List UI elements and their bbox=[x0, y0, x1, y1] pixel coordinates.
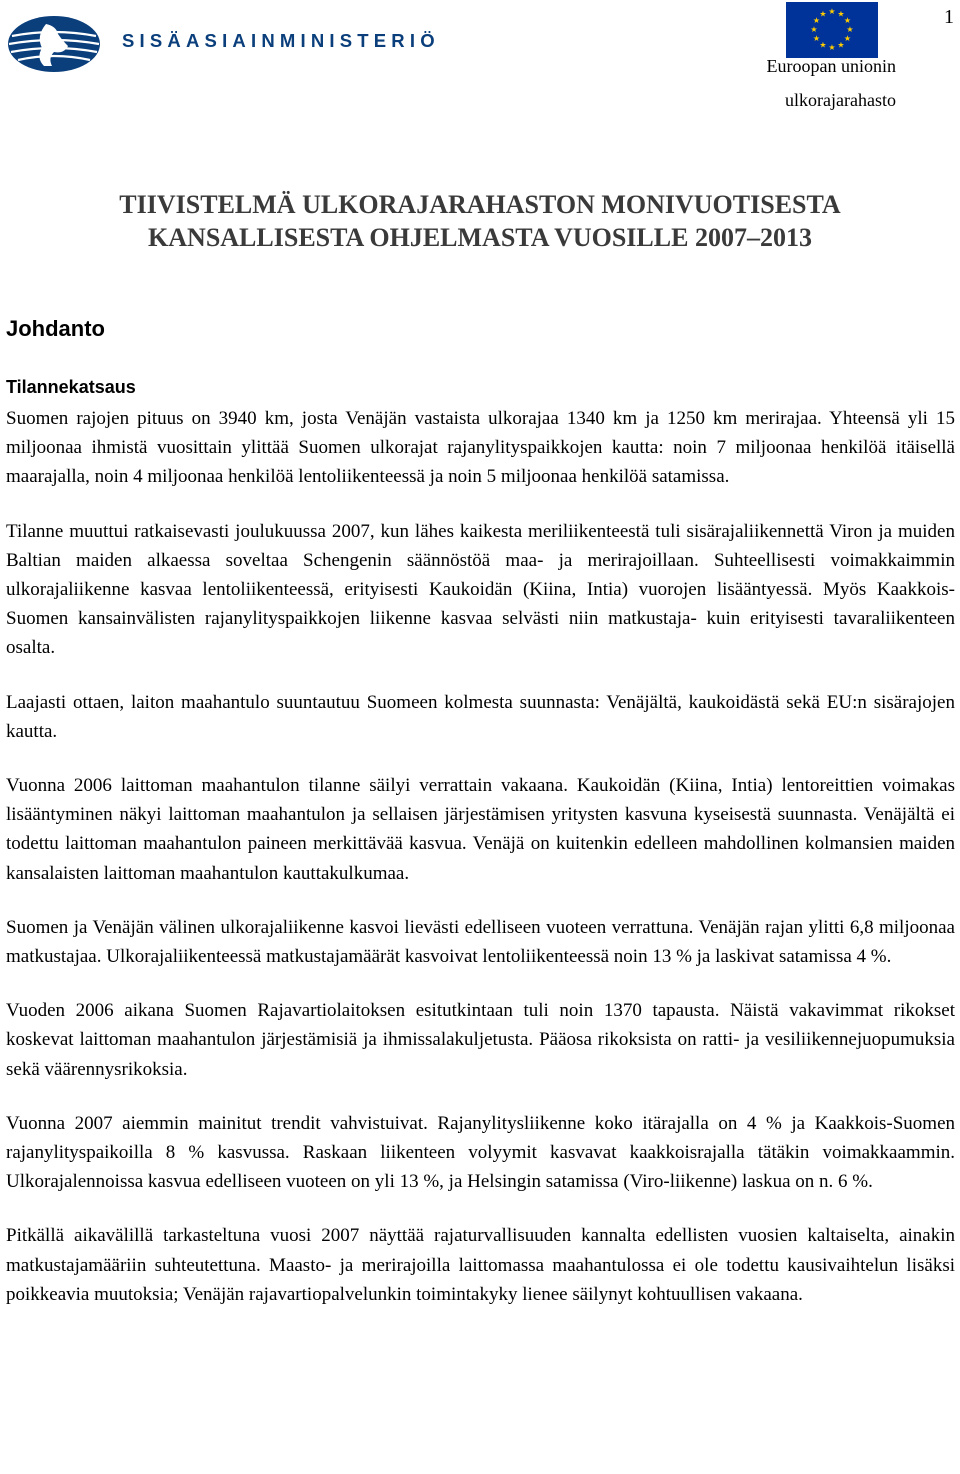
svg-text:★: ★ bbox=[812, 34, 821, 43]
paragraph: Vuonna 2007 aiemmin mainitut trendit vahvistuivat. Rajanylitysliikenne koko itärajalla on 4 % ja Kaakkois-Suomen rajanylityspaikoilla 8 % kasvussa. Raskaan liikenteen volyymit kasvavat kaakkoisrajalla tätäkin voimakkaammin. Ulkorajalennoissa kasvua edelliseen vuoteen on yli 13 %, ja Helsingin satamissa (Viro-liikenne) laskua on n. 6 %. bbox=[6, 1112, 955, 1193]
svg-text:★: ★ bbox=[810, 25, 818, 34]
svg-text:★: ★ bbox=[846, 25, 854, 34]
eu-flag-icon bbox=[786, 2, 878, 58]
svg-text:★: ★ bbox=[828, 43, 836, 52]
page-number: 1 bbox=[944, 6, 954, 28]
paragraph: Vuonna 2006 laittoman maahantulon tilanne säilyi verrattain vakaana. Kaukoidän (Kiina, Intia) lentoreittien voimakas lisääntyminen näkyi laittoman maahantulon ja sellaisen järjestämisen yritysten kasvuna kyseisestä suunnasta. Venäjältä ei todettu laittoman maahantulon paineen merkittävää kasvua. Venäjä on kuitenkin edelleen mahdollinen kolmansien maiden kansalaisten laittoman maahantulon kauttakulkumaa. bbox=[6, 775, 955, 884]
svg-text:★: ★ bbox=[843, 16, 852, 25]
title-line-1: TIIVISTELMÄ ULKORAJARAHASTON MONIVUOTISESTA bbox=[119, 190, 841, 219]
document-title bbox=[0, 188, 960, 254]
svg-text:★: ★ bbox=[819, 9, 827, 19]
paragraph: Tilanne muuttui ratkaisevasti joulukuussa 2007, kun lähes kaikesta meriliikenteestä tuli sisärajaliikennettä Viron ja muiden Baltian maiden alkaessa soveltaa Schengenin säännöstöä maa- ja merirajoillaan. Suhteellisesti voimakkaimmin ulkorajaliikenne kasvaa lentoliikenteessä, erityisesti Kaukoidän (Kiina, Intia) vuorojen lisääntyessä. Myös Kaakkois-Suomen kansainvälisten rajanylityspaikkojen liikenne kasvaa selvästi niin matkustaja- kuin erityisesti tavaraliikenteen osalta. bbox=[6, 520, 955, 659]
body-text bbox=[6, 404, 955, 1334]
paragraph: Suomen ja Venäjän välinen ulkorajaliikenne kasvoi lievästi edelliseen vuoteen verrattuna. Venäjän rajan ylitti 6,8 miljoonaa matkustajaa. Ulkorajaliikenteessä matkustajamäärät kasvoivat lentoliikenteessä noin 13 % ja laskivat satamissa 4 %. bbox=[6, 916, 955, 968]
svg-text:★: ★ bbox=[828, 7, 836, 16]
paragraph: Suomen rajojen pituus on 3940 km, josta Venäjän vastaista ulkorajaa 1340 km ja 1250 km merirajaa. Yhteensä yli 15 miljoonaa ihmistä vuosittain ylittää Suomen ulkorajat rajanylityspaikkojen kautta: noin 7 miljoonaa henkilöä itäisellä maarajalla, noin 4 miljoonaa henkilöä lentoliikenteessä ja noin 5 miljoonaa henkilöä satamissa. bbox=[6, 408, 955, 488]
subsection-heading: Tilannekatsaus bbox=[6, 377, 136, 397]
paragraph: Vuoden 2006 aikana Suomen Rajavartiolaitoksen esitutkintaan tuli noin 1370 tapausta. Näistä vakavimmat rikokset koskevat laittoman maahantulon järjestämisiä ja ihmissalakuljetusta. Pääosa rikoksista on ratti- ja vesiliikennejuopumuksia sekä väärennysrikoksia. bbox=[6, 1000, 955, 1080]
svg-text:★: ★ bbox=[837, 9, 845, 19]
svg-text:★: ★ bbox=[837, 40, 845, 50]
paragraph: Laajasti ottaen, laiton maahantulo suuntautuu Suomeen kolmesta suunnasta: Venäjältä, kaukoidästä sekä EU:n sisärajojen kautta. bbox=[6, 691, 955, 742]
eu-fund-label-line1: Euroopan unionin bbox=[766, 56, 896, 76]
title-line-2: KANSALLISESTA OHJELMASTA VUOSILLE 2007–2013 bbox=[148, 223, 812, 252]
svg-text:★: ★ bbox=[812, 16, 821, 25]
eu-fund-label-line2: ulkorajarahasto bbox=[785, 90, 896, 110]
ministry-lion-logo-icon bbox=[6, 14, 102, 74]
page-header bbox=[0, 0, 960, 130]
ministry-name: SISÄASIAINMINISTERIÖ bbox=[122, 30, 440, 51]
svg-text:★: ★ bbox=[819, 40, 827, 50]
svg-text:★: ★ bbox=[843, 34, 852, 43]
paragraph: Pitkällä aikavälillä tarkasteltuna vuosi 2007 näyttää rajaturvallisuuden kannalta edellisten vuosien kaltaiselta, ainakin matkustajamääriin suhteutettuna. Maasto- ja merirajoilla laittomassa maahantulossa ei ole todettu kausivaihtelun lisäksi poikkeavia muutoksia; Venäjän rajavartiopalvelunkin toimintakyky lienee säilynyt kohtuullisen vakaana. bbox=[6, 1225, 955, 1305]
section-heading: Johdanto bbox=[6, 316, 105, 341]
